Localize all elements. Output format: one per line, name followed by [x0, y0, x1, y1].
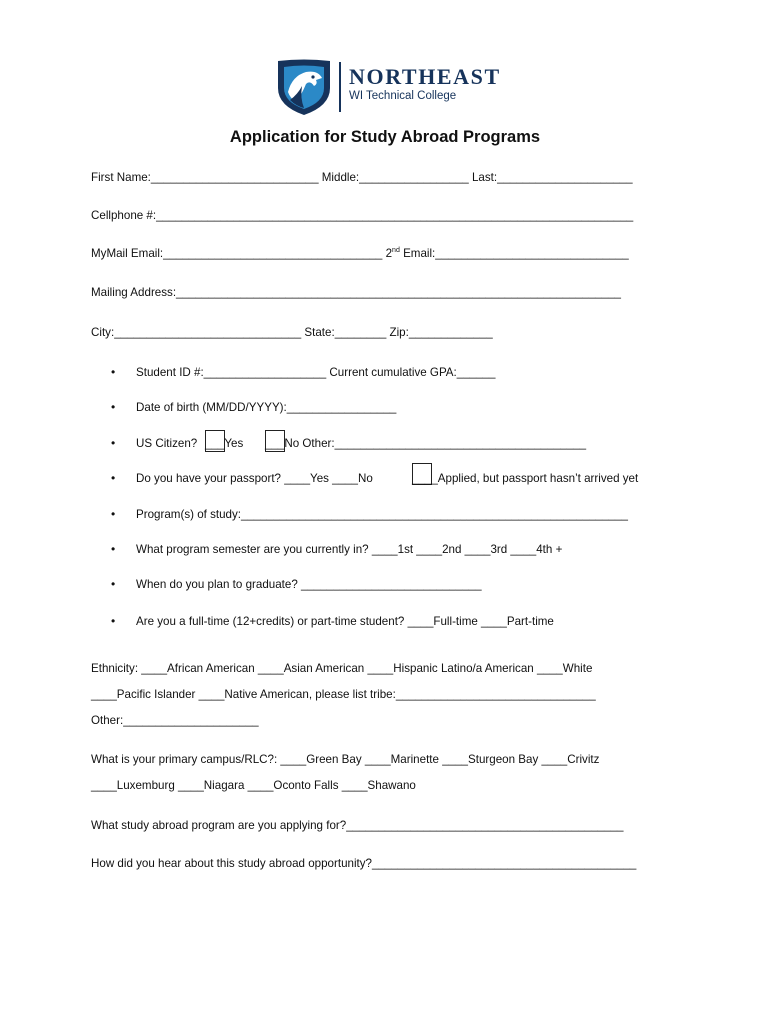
logo-divider [339, 62, 341, 112]
bullet: • [111, 614, 116, 628]
bullet: • [111, 400, 116, 414]
student-id-gpa-fields[interactable]: Student ID #:___________________ Current cumulative GPA:______ [136, 366, 496, 379]
cellphone-field[interactable]: Cellphone #:__________________________________________________________________________ [91, 209, 634, 222]
campus-options-line-1[interactable]: What is your primary campus/RLC?: ____Green Bay ____Marinette ____Sturgeon Bay ____Crivitz [91, 753, 600, 766]
campus-options-line-2[interactable]: ____Luxemburg ____Niagara ____Oconto Falls ____Shawano [91, 779, 416, 792]
program-applying-field[interactable]: What study abroad program are you applying for?___________________________________________ [91, 819, 624, 832]
ethnicity-other-field[interactable]: Other:_____________________ [91, 714, 259, 727]
bullet: • [111, 471, 116, 485]
enrollment-status-options[interactable]: Are you a full-time (12+credits) or part-time student? ____Full-time ____Part-time [136, 615, 554, 628]
eagle-shield-icon [278, 60, 330, 116]
date-of-birth-field[interactable]: Date of birth (MM/DD/YYYY):_________________ [136, 401, 397, 414]
passport-question[interactable]: Do you have your passport? ____Yes ____No [136, 472, 373, 485]
bullet: • [111, 542, 116, 556]
semester-options[interactable]: What program semester are you currently in? ____1st ____2nd ____3rd ____4th + [136, 543, 563, 556]
mailing-address-field[interactable]: Mailing Address:_____________________________________________________________________ [91, 286, 621, 299]
ethnicity-options-line-2[interactable]: ____Pacific Islander ____Native American, please list tribe:_______________________________ [91, 688, 596, 701]
hear-about-field[interactable]: How did you hear about this study abroad opportunity?_________________________________________ [91, 857, 637, 870]
name-fields[interactable]: First Name:__________________________ Middle:_________________ Last:_____________________ [91, 171, 633, 184]
page-title: Application for Study Abroad Programs [229, 128, 541, 146]
us-citizen-question: US Citizen? [136, 437, 198, 450]
logo-name: NORTHEAST [349, 64, 501, 89]
us-citizen-yes-label: ___Yes [205, 437, 244, 450]
city-state-zip-fields[interactable]: City:_____________________________ State:________ Zip:_____________ [91, 326, 493, 339]
bullet: • [111, 436, 116, 450]
bullet: • [111, 507, 116, 521]
bullet: • [111, 365, 116, 379]
graduation-field[interactable]: When do you plan to graduate? ____________________________ [136, 578, 482, 591]
ordinal-suffix: nd [392, 247, 400, 254]
ethnicity-options-line-1[interactable]: Ethnicity: ____African American ____Asian American ____Hispanic Latino/a American ____White [91, 662, 593, 675]
bullet: • [111, 577, 116, 591]
logo-subtitle: WI Technical College [349, 90, 457, 102]
programs-of-study-field[interactable]: Program(s) of study:____________________________________________________________ [136, 508, 628, 521]
second-email-label: Email:______________________________ [399, 247, 629, 260]
us-citizen-no-other-field[interactable]: ___No Other:_______________________________________ [265, 437, 587, 450]
email-fields[interactable] [91, 247, 629, 260]
passport-applied-label: ____Applied, but passport hasn’t arrived yet [412, 472, 639, 485]
mymail-email-label: MyMail Email:__________________________________ 2 [91, 247, 393, 260]
